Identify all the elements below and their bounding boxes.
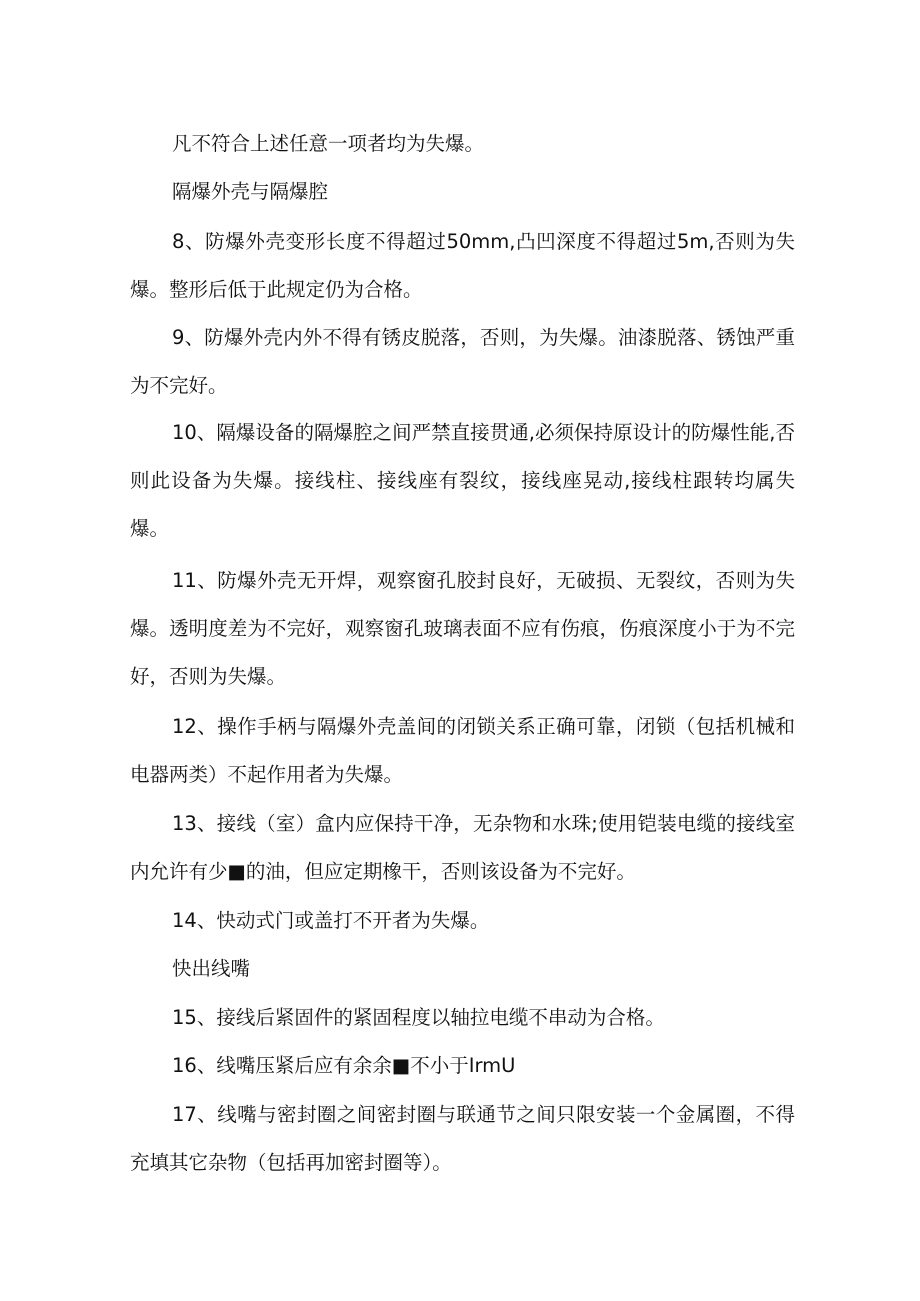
paragraph-item-8: 8、防爆外壳变形长度不得超过50mm,凸凹深度不得超过5m,否则为失爆。整形后低于此规定仍为合格。 bbox=[130, 230, 795, 301]
paragraph-item-17: 17、线嘴与密封圈之间密封圈与联通节之间只限安装一个金属圈，不得充填其它杂物（包括再加密封圈等）。 bbox=[130, 1103, 795, 1174]
paragraph-item-16: 16、线嘴压紧后应有余余■不小于IrmU bbox=[172, 1054, 516, 1077]
paragraph-item-13: 13、接线（室）盒内应保持干净，无杂物和水珠;使用铠装电缆的接线室内允许有少■的油，但应定期橡干，否则该设备为不完好。 bbox=[130, 812, 795, 883]
paragraph-failure-rule: 凡不符合上述任意一项者均为失爆。 bbox=[172, 132, 485, 155]
section-heading-cable-entry: 快出线嘴 bbox=[172, 957, 251, 980]
paragraph-item-11: 11、防爆外壳无开焊，观察窗孔胶封良好，无破损、无裂纹，否则为失爆。透明度差为不完好，观察窗孔玻璃表面不应有伤痕，伤痕深度小于为不完好，否则为失爆。 bbox=[130, 569, 795, 688]
paragraph-item-9: 9、防爆外壳内外不得有锈皮脱落，否则，为失爆。油漆脱落、锈蚀严重为不完好。 bbox=[130, 326, 795, 397]
paragraph-item-14: 14、快动式门或盖打不开者为失爆。 bbox=[172, 909, 490, 932]
paragraph-item-10: 10、隔爆设备的隔爆腔之间严禁直接贯通,必须保持原设计的防爆性能,否则此设备为失爆。接线柱、接线座有裂纹，接线座晃动,接线柱跟转均属失爆。 bbox=[130, 421, 795, 540]
paragraph-item-12: 12、操作手柄与隔爆外壳盖间的闭锁关系正确可靠，闭锁（包括机械和电器两类）不起作用者为失爆。 bbox=[130, 715, 795, 786]
paragraph-item-15: 15、接线后紧固件的紧固程度以轴拉电缆不串动为合格。 bbox=[172, 1006, 665, 1029]
section-heading-flameproof-enclosure: 隔爆外壳与隔爆腔 bbox=[172, 180, 329, 203]
